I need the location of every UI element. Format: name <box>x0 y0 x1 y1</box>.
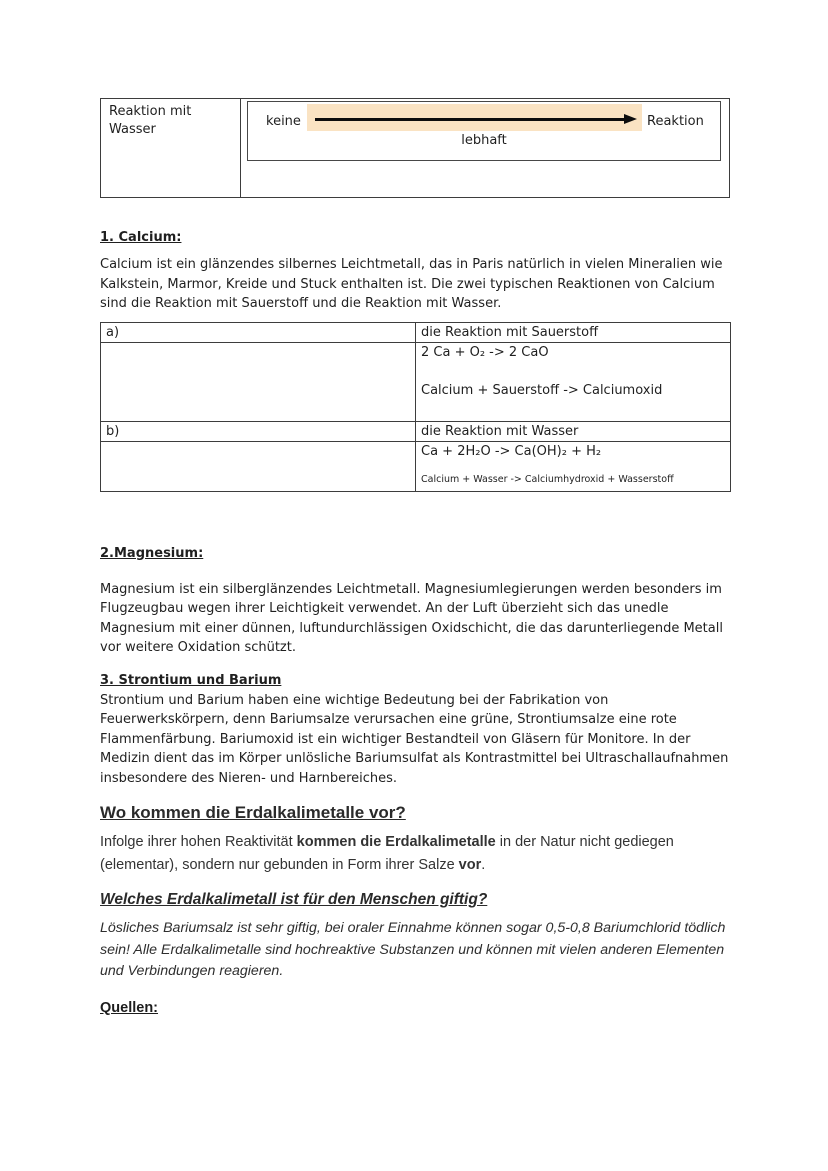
paragraph-toxicity: Lösliches Bariumsalz ist sehr giftig, bei oraler Einnahme können sogar 0,5-0,8 Bariumchlorid tödlich sein! Alle Erdalkalimetalle sind hochreaktive Substanzen und können mit vielen anderen Elementen und Verbindungen reagieren. <box>100 920 726 979</box>
formula-equation-oxygen: 2 Ca + O₂ -> 2 CaO <box>421 344 549 360</box>
text-segment-bold: kommen die Erdalkalimetalle <box>296 834 496 850</box>
heading-sources: Quellen: <box>100 999 159 1016</box>
reaction-water-label: Reaktion mit Wasser <box>109 104 192 137</box>
reaction-water-row-header <box>101 99 241 197</box>
formula-equation-water: Ca + 2H₂O -> Ca(OH)₂ + H₂ <box>421 443 602 459</box>
paragraph-calcium: Calcium ist ein glänzendes silbernes Leichtmetall, das in Paris natürlich in vielen Mineralien wie Kalkstein, Marmor, Kreide und Stuck enthalten ist. Die zwei typischen Reaktionen von Calcium sind die Reaktion mit Sauerstoff und die Reaktion mit Wasser. <box>100 257 723 311</box>
table-row <box>101 322 731 342</box>
cell-empty-a <box>101 342 416 421</box>
text-segment: Infolge ihrer hohen Reaktivität <box>100 834 297 850</box>
document-content <box>100 98 730 1017</box>
scale-label-lebhaft: lebhaft <box>461 133 507 148</box>
heading-toxicity: Welches Erdalkalimetall ist für den Menschen giftig? <box>100 891 488 908</box>
table-row <box>101 441 731 491</box>
cell-label-b: b) <box>101 421 416 441</box>
cell-empty-b <box>101 441 416 491</box>
heading-strontium-barium: 3. Strontium und Barium <box>100 672 282 688</box>
paragraph-strontium-barium: Strontium und Barium haben eine wichtige Bedeutung bei der Fabrikation von Feuerwerkskörpern, denn Bariumsalze verursachen eine grüne, Strontiumsalze eine rote Flammenfärbung. Bariumoxid ist ein wichtiger Bestandteil von Gläsern für Monitore. In der Medizin dient das im Körper unlösliche Bariumsulfat als Kontrastmittel bei Ultraschallaufnahmen insbesondere des Nieren- und Harnbereiches. <box>100 692 729 786</box>
cell-equation-water <box>416 441 731 491</box>
reaction-scale-cell <box>241 99 729 197</box>
text-segment: in der Natur nicht gediegen (elementar), sondern nur gebunden in Form ihrer Salze <box>100 834 674 873</box>
text-segment-bold: vor <box>458 857 482 873</box>
reaction-water-table <box>100 98 730 198</box>
calcium-reactions-table <box>100 322 731 492</box>
paragraph-occurrence <box>100 831 730 877</box>
scale-label-keine: keine <box>266 114 301 129</box>
reactivity-scale-box <box>247 101 721 161</box>
heading-calcium: 1. Calcium: <box>100 230 182 245</box>
heading-magnesium: 2.Magnesium: <box>100 545 204 561</box>
scale-label-reaktion: Reaktion <box>647 114 704 129</box>
cell-title-oxygen-reaction: die Reaktion mit Sauerstoff <box>416 322 731 342</box>
heading-occurrence: Wo kommen die Erdalkalimetalle vor? <box>100 803 406 822</box>
word-equation-water: Calcium + Wasser -> Calciumhydroxid + Wasserstoff <box>421 473 674 485</box>
cell-title-water-reaction: die Reaktion mit Wasser <box>416 421 731 441</box>
cell-equation-oxygen <box>416 342 731 421</box>
text-segment: . <box>481 857 486 873</box>
arrow-right-icon <box>315 118 625 121</box>
table-row <box>101 342 731 421</box>
paragraph-magnesium: Magnesium ist ein silberglänzendes Leichtmetall. Magnesiumlegierungen werden besonders im Flugzeugbau wegen ihrer Leichtigkeit verwendet. An der Luft überzieht sich das unedle Magnesium mit einer dünnen, luftundurchlässigen Oxidschicht, die das darunterliegende Metall vor weitere Oxidation schützt. <box>100 581 723 655</box>
table-row <box>101 421 731 441</box>
cell-label-a: a) <box>101 322 416 342</box>
word-equation-oxygen: Calcium + Sauerstoff -> Calciumoxid <box>421 382 663 398</box>
